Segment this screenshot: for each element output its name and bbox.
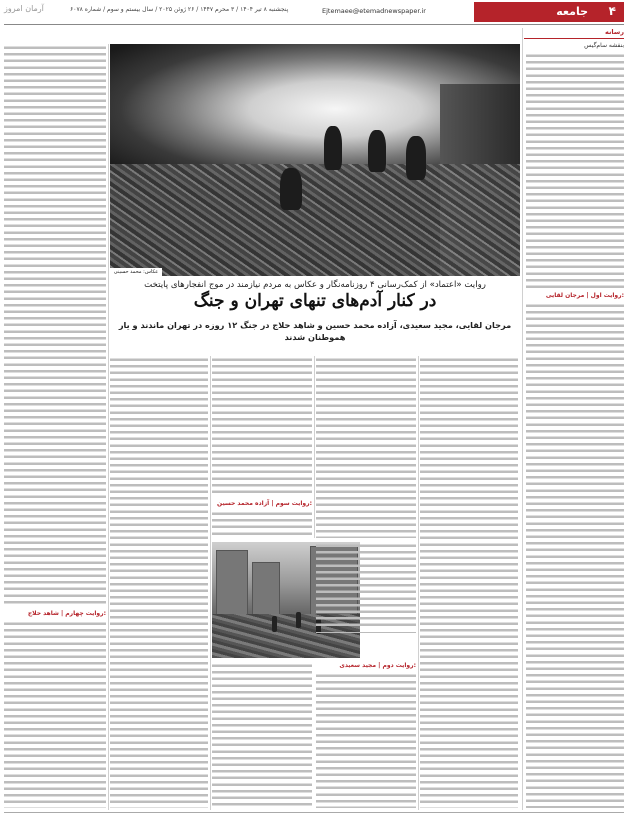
photo-credit: عکاس: محمد حسینی [110,268,162,276]
section-banner [474,2,624,22]
article-text-block [4,44,106,606]
column-divider [314,356,315,538]
column-author: بنفشه سام‌گیس [584,42,624,49]
article-text-block [110,356,208,808]
main-photo-rubble [110,44,520,276]
section-name: جامعه [556,5,588,18]
header-divider [4,24,624,25]
photo-person [324,126,342,170]
article-text-block [316,356,416,538]
photo-person [272,616,277,632]
article-text-block [4,620,106,808]
headline: در کنار آدم‌های تنهای تهران و جنگ [193,291,437,311]
column-divider [418,356,419,810]
article-text-block [420,356,518,808]
photo-person [406,136,426,180]
column-divider [210,356,211,810]
column-divider [522,28,523,810]
article-text-block [316,672,416,808]
photo-building [216,550,248,622]
subtitle: مرجان لقایی، مجید سعیدی، آزاده محمد حسین و شاهد حلاج در جنگ ۱۲ روزه در تهران ماندند و یار هموطنان شدند [118,320,512,342]
article-text-block [526,302,624,808]
article-text-block [316,542,416,630]
dateline: پنجشنبه ۸ تیر ۱۴۰۴ / ۳ محرم ۱۴۴۷ / ۲۶ ژوئن ۲۰۲۵ / سال بیستم و سوم / شماره ۶۰۷۸ [70,6,289,13]
column-divider [108,44,109,810]
article-text-block [212,510,312,538]
section-divider [316,632,416,633]
photo-person [296,612,301,628]
section-email: Ejtemaee@etemadnewspaper.ir [322,7,426,15]
kicker: روایت «اعتماد» از کمک‌رسانی ۴ روزنامه‌نگار و عکاس به مردم نیازمند در موج انفجارهای پایتخت [144,280,486,290]
column-category-rule [524,38,624,39]
footer-rule [4,812,624,813]
subhead-first-account: روایت اول | مرجان لقایی: [545,292,624,299]
article-text-block [526,52,624,288]
photo-person [280,168,302,210]
subhead-second-account: روایت دوم | مجید سعیدی: [339,662,416,669]
column-category: رسانه [605,28,624,36]
photo-rubble [110,164,520,276]
article-text-block [212,662,312,808]
page-number: ۴ [608,4,616,18]
subhead-third-account: روایت سوم | آزاده محمد حسین: [217,500,312,507]
masthead-logo: آرمان امروز [4,4,44,13]
article-text-block [212,356,312,496]
photo-building [252,562,280,622]
photo-person [368,130,386,172]
subhead-fourth-account: روایت چهارم | شاهد حلاج: [27,610,106,617]
